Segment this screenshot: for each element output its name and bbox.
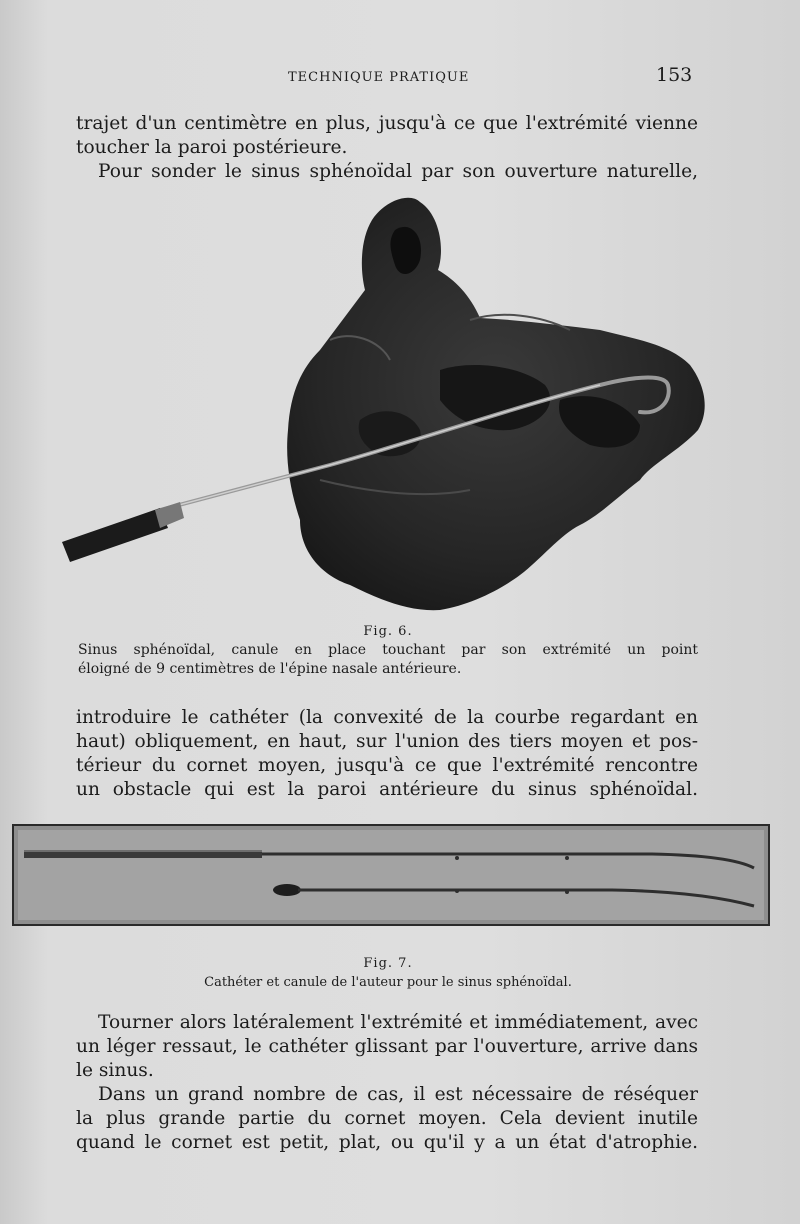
paragraph-top (76, 112, 698, 184)
figure-6-caption (78, 622, 698, 679)
text-line: toucher la paroi postérieure. (76, 137, 348, 158)
caption-line: Cathéter et canule de l'auteur pour le sinus sphénoïdal. (204, 975, 572, 990)
paragraph-bottom (76, 1011, 698, 1155)
text-line: le sinus. (76, 1060, 154, 1081)
text-line: quand le cornet est petit, plat, ou qu'il y a un état d'atrophie. (76, 1132, 698, 1153)
figure-7-label: Fig. 7. (363, 956, 413, 971)
text-line: Tourner alors latéralement l'extrémité et immédiatement, avec (98, 1012, 698, 1033)
caption-line: Sinus sphénoïdal, canule en place touchant par son extrémité un point (78, 642, 698, 658)
figure-7-image (12, 824, 772, 928)
caption-line: éloigné de 9 centimètres de l'épine nasale antérieure. (78, 661, 462, 677)
text-line: un obstacle qui est la paroi antérieure du sinus sphénoïdal. (76, 779, 698, 800)
page-number: 153 (656, 64, 693, 86)
text-line: Dans un grand nombre de cas, il est nécessaire de réséquer (98, 1084, 698, 1105)
figure-6-image (0, 190, 800, 630)
text-line: térieur du cornet moyen, jusqu'à ce que l'extrémité rencontre (76, 755, 698, 776)
page-header (0, 62, 800, 92)
text-line: Pour sonder le sinus sphénoïdal par son ouverture naturelle, (98, 161, 698, 182)
text-line: introduire le cathéter (la convexité de la courbe regardant en (76, 707, 698, 728)
figure-6-label: Fig. 6. (363, 624, 413, 639)
running-head: TECHNIQUE PRATIQUE (288, 70, 470, 85)
text-line: haut) obliquement, en haut, sur l'union des tiers moyen et pos- (76, 731, 698, 752)
text-line: la plus grande partie du cornet moyen. Cela devient inutile (76, 1108, 698, 1129)
text-line: un léger ressaut, le cathéter glissant par l'ouverture, arrive dans (76, 1036, 698, 1057)
text-line: trajet d'un centimètre en plus, jusqu'à ce que l'extrémité vienne (76, 113, 698, 134)
figure-7-caption (78, 954, 698, 992)
paragraph-middle (76, 706, 698, 802)
